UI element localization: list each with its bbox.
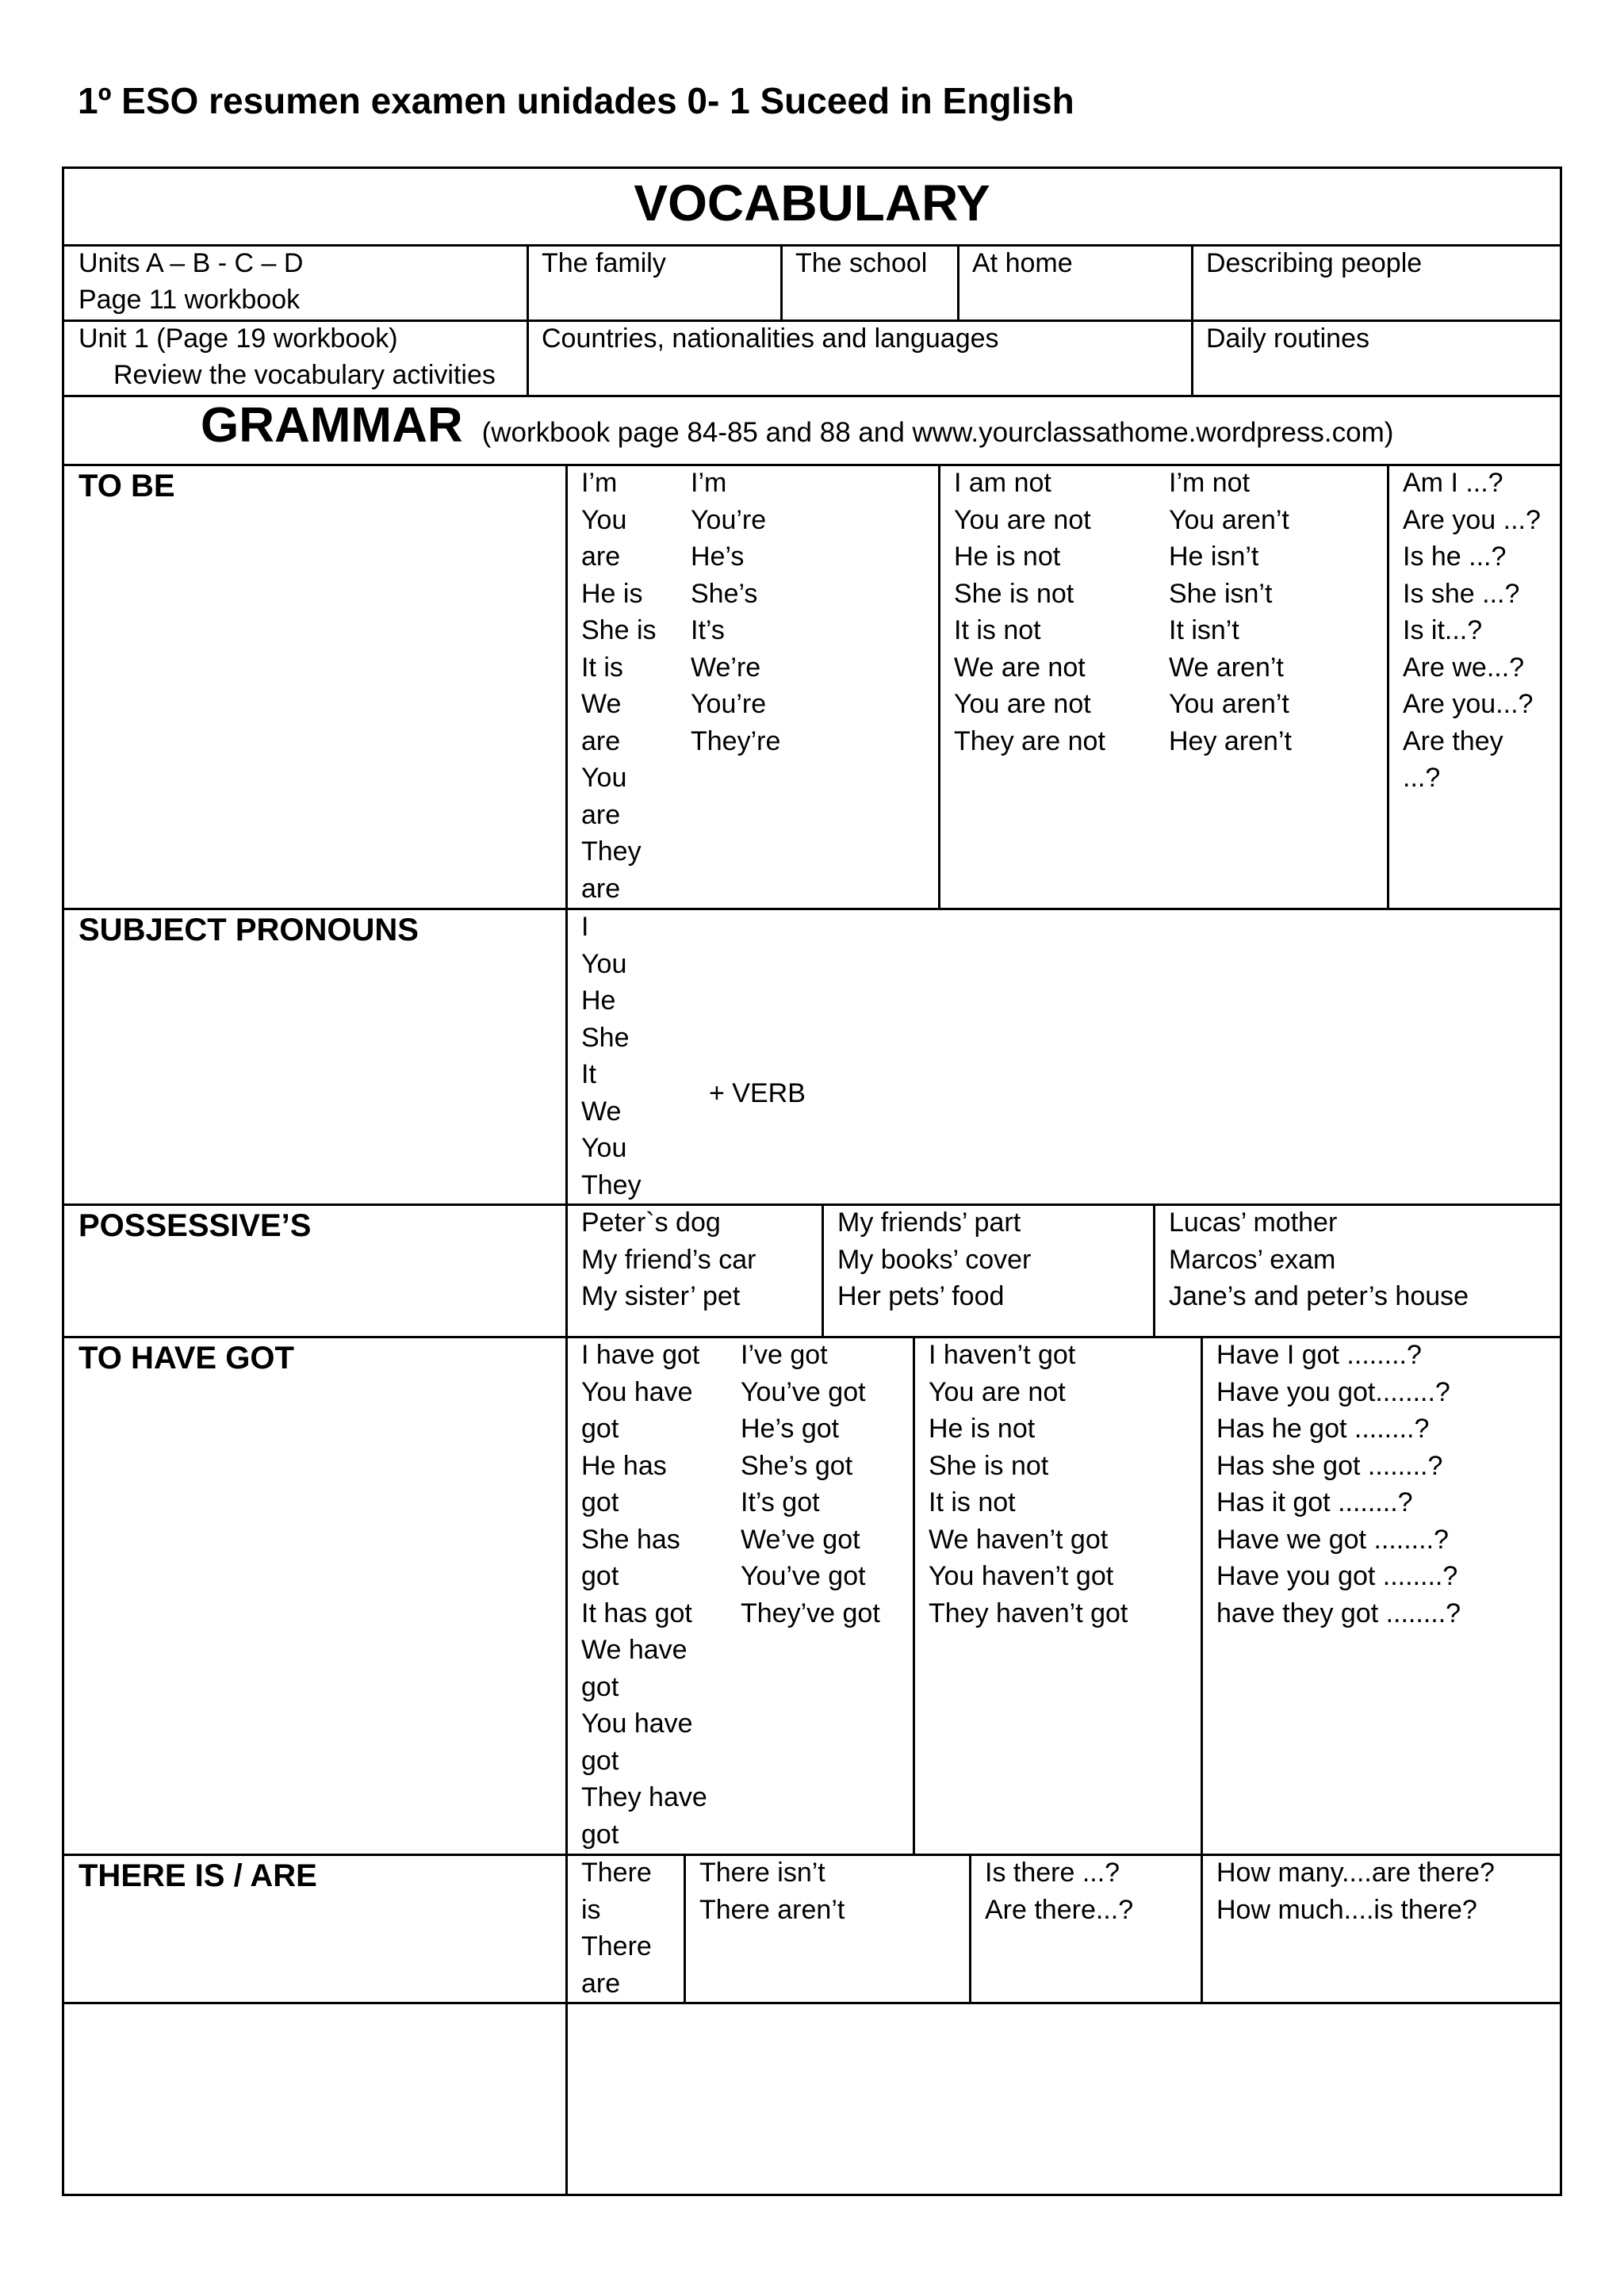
there-questions xyxy=(985,1854,1133,1928)
text-line: It’s xyxy=(691,615,725,645)
vocab-topic-countries: Countries, nationalities and languages xyxy=(542,323,999,354)
text-line: He is not xyxy=(954,541,1061,572)
subject-pronoun-list xyxy=(581,909,642,1203)
text-line: I haven’t got xyxy=(929,1340,1076,1370)
grammar-note: (workbook page 84-85 and 88 and www.yourclassathome.wordpress.com) xyxy=(481,417,1394,448)
there-affirmative xyxy=(581,1854,652,2002)
vocab-topic-home: At home xyxy=(972,248,1073,278)
text-line: She is not xyxy=(929,1450,1049,1481)
text-line: ...? xyxy=(1403,763,1441,793)
rule xyxy=(780,244,783,320)
text-line: We xyxy=(581,689,622,719)
text-line: I’m xyxy=(581,468,618,498)
text-line: We aren’t xyxy=(1169,652,1284,683)
have-got-negative xyxy=(929,1337,1128,1632)
text-line: It is xyxy=(581,652,623,683)
possessive-names xyxy=(1169,1204,1469,1315)
text-line: Are we...? xyxy=(1403,652,1525,683)
text-line: My books’ cover xyxy=(837,1244,1032,1275)
text-line: Lucas’ mother xyxy=(1169,1207,1338,1238)
text-line: You’re xyxy=(691,504,767,535)
text-line: It’s got xyxy=(741,1487,820,1517)
have-got-affirmative-short xyxy=(741,1337,880,1632)
text-line: She xyxy=(581,1022,630,1053)
text-line: Have you got ........? xyxy=(1216,1561,1458,1591)
text-line: He has xyxy=(581,1450,667,1481)
text-line: You aren’t xyxy=(1169,504,1289,535)
vocab-unit1-label xyxy=(79,320,496,393)
label-possessive: POSSESSIVE’S xyxy=(79,1208,312,1243)
text-line: You xyxy=(581,948,627,979)
text-line: got xyxy=(581,1745,619,1776)
text-line: It has got xyxy=(581,1598,692,1628)
text-line: She is not xyxy=(954,578,1074,609)
text-line: We’re xyxy=(691,652,761,683)
text-line: Are you ...? xyxy=(1403,504,1541,535)
text-line: It isn’t xyxy=(1169,615,1239,645)
text-line: It xyxy=(581,1059,596,1089)
text-line: They haven’t got xyxy=(929,1598,1128,1628)
text-line: She is xyxy=(581,615,657,645)
there-quantity xyxy=(1216,1854,1495,1928)
text-line: I have got xyxy=(581,1340,700,1370)
text-line: She isn’t xyxy=(1169,578,1273,609)
summary-table xyxy=(62,166,1562,2196)
text-line: You aren’t xyxy=(1169,689,1289,719)
text-line: You xyxy=(581,1133,627,1163)
text-line: There isn’t xyxy=(699,1858,825,1888)
text-line: You xyxy=(581,504,627,535)
text-line: They’ve got xyxy=(741,1598,880,1628)
to-be-questions xyxy=(1403,465,1541,797)
text-line: Has it got ........? xyxy=(1216,1487,1413,1517)
text-line: We have xyxy=(581,1635,688,1665)
text-line: Am I ...? xyxy=(1403,468,1503,498)
to-be-negative-full xyxy=(954,465,1105,760)
rule xyxy=(64,464,1560,466)
vocab-topic-family: The family xyxy=(542,248,666,278)
text-line: I am not xyxy=(954,468,1051,498)
to-be-negative-short xyxy=(1169,465,1292,760)
text-line: He isn’t xyxy=(1169,541,1259,572)
text-line: Has she got ........? xyxy=(1216,1450,1443,1481)
text-line: My friends’ part xyxy=(837,1207,1021,1238)
rule xyxy=(684,1854,686,2002)
text-line: You xyxy=(581,763,627,793)
text-line: She has xyxy=(581,1524,680,1555)
rule xyxy=(1387,464,1389,908)
text-line: He xyxy=(581,985,616,1016)
label-subject-pronouns: SUBJECT PRONOUNS xyxy=(79,913,419,947)
to-be-affirmative-full xyxy=(581,465,657,907)
possessive-plural xyxy=(837,1204,1031,1315)
text-line: You’ve got xyxy=(741,1561,866,1591)
text-line: are xyxy=(581,1968,621,1999)
text-line: Is there ...? xyxy=(985,1858,1120,1888)
text-line: You’ve got xyxy=(741,1376,866,1407)
text-line: got xyxy=(581,1671,619,1702)
text-line: Are they xyxy=(1403,725,1503,756)
text-line: How much....is there? xyxy=(1216,1894,1477,1925)
text-line: We haven’t got xyxy=(929,1524,1109,1555)
text-line: They have xyxy=(581,1782,707,1812)
text-line: got xyxy=(581,1819,619,1850)
text-line: got xyxy=(581,1414,619,1444)
text-line: There aren’t xyxy=(699,1894,845,1925)
rule xyxy=(822,1203,824,1336)
text-line: are xyxy=(581,725,621,756)
rule xyxy=(938,464,940,908)
text-line: There xyxy=(581,1931,652,1961)
text-line: I’m not xyxy=(1169,468,1251,498)
text-line: There xyxy=(581,1858,652,1888)
text-line: Hey aren’t xyxy=(1169,725,1292,756)
text-line: They xyxy=(581,836,642,867)
text-line: I’ve got xyxy=(741,1340,828,1370)
document-title: 1º ESO resumen examen unidades 0- 1 Suceed in English xyxy=(78,80,1074,121)
text-line: It is not xyxy=(929,1487,1016,1517)
text-line: Her pets’ food xyxy=(837,1281,1005,1311)
text-line: You are not xyxy=(929,1376,1066,1407)
text-line: You are not xyxy=(954,689,1091,719)
text-line: are xyxy=(581,541,621,572)
there-negative xyxy=(699,1854,845,1928)
text-line: We’ve got xyxy=(741,1524,860,1555)
text-line: Have we got ........? xyxy=(1216,1524,1449,1555)
text-line: You have xyxy=(581,1376,693,1407)
rule xyxy=(913,1336,915,1854)
vocab-topic-routines: Daily routines xyxy=(1206,323,1369,354)
text-line: Page 11 workbook xyxy=(79,285,301,315)
to-be-affirmative-short xyxy=(691,465,780,760)
text-line: She’s xyxy=(691,578,758,609)
verb-note: + VERB xyxy=(709,1078,806,1108)
text-line: You haven’t got xyxy=(929,1561,1114,1591)
text-line: is xyxy=(581,1894,601,1925)
text-line: are xyxy=(581,873,621,904)
have-got-affirmative-full xyxy=(581,1337,707,1853)
text-line: Jane’s and peter’s house xyxy=(1169,1281,1469,1311)
text-line: got xyxy=(581,1487,619,1517)
text-line: You have xyxy=(581,1709,693,1739)
rule xyxy=(64,908,1560,910)
text-line: Have I got ........? xyxy=(1216,1340,1422,1370)
text-line: It is not xyxy=(954,615,1041,645)
text-line: He is not xyxy=(929,1414,1036,1444)
grammar-heading: GRAMMAR xyxy=(201,398,463,453)
label-to-be: TO BE xyxy=(79,469,175,503)
label-there-is-are: THERE IS / ARE xyxy=(79,1858,317,1893)
text-line: Units A – B - C – D xyxy=(79,248,304,278)
text-line: They xyxy=(581,1169,642,1200)
text-line: You are not xyxy=(954,504,1091,535)
text-line: He is xyxy=(581,578,643,609)
text-line: How many....are there? xyxy=(1216,1858,1495,1888)
have-got-questions xyxy=(1216,1337,1461,1632)
rule xyxy=(565,464,568,2196)
text-line: Are there...? xyxy=(985,1894,1134,1925)
rule xyxy=(1201,1854,1203,2002)
text-line: I xyxy=(581,912,589,942)
text-line: got xyxy=(581,1561,619,1591)
text-line: We are not xyxy=(954,652,1086,683)
text-line: I’m xyxy=(691,468,727,498)
text-line: She’s got xyxy=(741,1450,853,1481)
vocab-topic-describing: Describing people xyxy=(1206,248,1423,278)
text-line: Have you got........? xyxy=(1216,1376,1450,1407)
rule xyxy=(969,1854,971,2002)
text-line: Review the vocabulary activities xyxy=(113,360,496,390)
text-line: You’re xyxy=(691,689,767,719)
text-line: They are not xyxy=(954,725,1105,756)
text-line: My friend’s car xyxy=(581,1244,756,1275)
text-line: My sister’ pet xyxy=(581,1281,741,1311)
text-line: We xyxy=(581,1096,622,1127)
text-line: Marcos’ exam xyxy=(1169,1244,1336,1275)
rule xyxy=(1201,1336,1203,1854)
grammar-header xyxy=(201,397,1393,453)
vocab-units-label xyxy=(79,245,303,318)
text-line: Is he ...? xyxy=(1403,541,1507,572)
text-line: are xyxy=(581,799,621,830)
text-line: They’re xyxy=(691,725,781,756)
rule xyxy=(1191,244,1193,395)
rule xyxy=(957,244,959,320)
text-line: have they got ........? xyxy=(1216,1598,1461,1628)
text-line: Is it...? xyxy=(1403,615,1483,645)
text-line: He’s xyxy=(691,541,745,572)
text-line: Is she ...? xyxy=(1403,578,1520,609)
text-line: Has he got ........? xyxy=(1216,1414,1430,1444)
text-line: Are you...? xyxy=(1403,689,1534,719)
rule xyxy=(64,2002,1560,2004)
possessive-singular xyxy=(581,1204,756,1315)
vocab-topic-school: The school xyxy=(795,248,928,278)
text-line: Peter`s dog xyxy=(581,1207,721,1238)
rule xyxy=(527,244,529,395)
vocabulary-heading: VOCABULARY xyxy=(634,174,990,232)
text-line: He’s got xyxy=(741,1414,840,1444)
text-line: Unit 1 (Page 19 workbook) xyxy=(79,323,398,354)
label-to-have-got: TO HAVE GOT xyxy=(79,1341,294,1376)
rule xyxy=(1153,1203,1155,1336)
